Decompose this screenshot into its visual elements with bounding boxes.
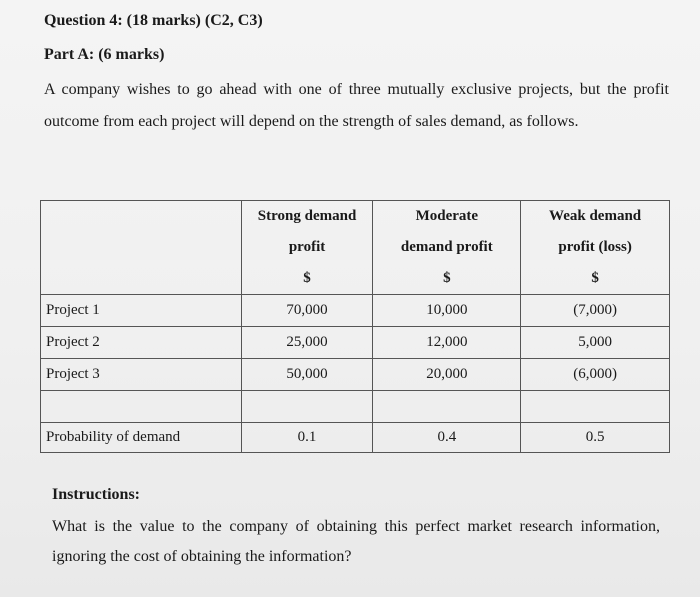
payoff-table	[40, 200, 670, 453]
table-row	[41, 295, 670, 327]
cell-weak: (6,000)	[521, 359, 670, 391]
probability-label: Probability of demand	[41, 423, 242, 453]
instructions-title: Instructions:	[52, 486, 141, 503]
row-label: Project 1	[41, 295, 242, 327]
header-weak-line2: profit (loss)	[558, 239, 632, 255]
part-heading: Part A: (6 marks)	[44, 46, 165, 63]
cell-moderate: 20,000	[373, 359, 521, 391]
cell-strong: 70,000	[241, 295, 373, 327]
cell-moderate: 10,000	[373, 295, 521, 327]
probability-row	[41, 423, 670, 453]
probability-strong: 0.1	[241, 423, 373, 453]
row-label: Project 3	[41, 359, 242, 391]
header-moderate-demand	[373, 201, 521, 295]
table-header-row	[41, 201, 670, 295]
blank-cell	[41, 391, 242, 423]
header-weak-demand	[521, 201, 670, 295]
blank-cell	[521, 391, 670, 423]
header-moderate-currency: $	[443, 270, 451, 286]
table-row	[41, 327, 670, 359]
intro-paragraph: A company wishes to go ahead with one of three mutually exclusive projects, but the profit outcome from each project will depend on the strength of sales demand, as follows.	[44, 81, 669, 130]
header-weak-line1: Weak demand	[549, 208, 642, 224]
cell-moderate: 12,000	[373, 327, 521, 359]
row-label: Project 2	[41, 327, 242, 359]
header-strong-demand	[241, 201, 373, 295]
header-moderate-line2: demand profit	[400, 239, 493, 255]
header-strong-line2: profit	[288, 239, 326, 255]
table-row	[41, 359, 670, 391]
header-strong-line1: Strong demand	[257, 208, 357, 224]
blank-row	[41, 391, 670, 423]
question-heading: Question 4: (18 marks) (C2, C3)	[44, 12, 263, 29]
instructions-text: What is the value to the company of obtaining this perfect market research information, ignoring the cost of obtaining the information?	[52, 518, 660, 565]
header-empty-cell	[41, 201, 242, 295]
cell-strong: 25,000	[241, 327, 373, 359]
cell-weak: (7,000)	[521, 295, 670, 327]
blank-cell	[373, 391, 521, 423]
header-weak-currency: $	[591, 270, 599, 286]
probability-weak: 0.5	[521, 423, 670, 453]
header-moderate-line1: Moderate	[415, 208, 479, 224]
header-strong-currency: $	[303, 270, 311, 286]
probability-moderate: 0.4	[373, 423, 521, 453]
cell-weak: 5,000	[521, 327, 670, 359]
blank-cell	[241, 391, 373, 423]
cell-strong: 50,000	[241, 359, 373, 391]
